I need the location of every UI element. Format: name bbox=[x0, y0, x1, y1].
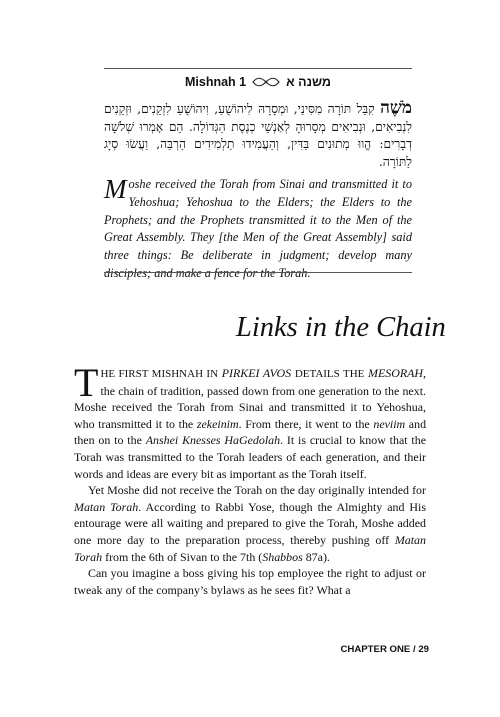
body-text bbox=[74, 360, 427, 598]
section-title: Links in the Chain bbox=[236, 312, 446, 343]
mishnah-box bbox=[104, 68, 412, 273]
translation-drop-cap: M bbox=[104, 174, 127, 204]
hebrew-first-word: מֹשֶׁה bbox=[380, 98, 412, 118]
paragraph-1: THE FIRST MISHNAH IN PIRKEI AVOS DETAILS THE MESORAH, the chain of tradition, passed down from one generation to the next. Moshe received the Torah from Sinai and transmitted it to Yehoshua, who transmitted it to the zekeinim. From there, it went to the neviim and then on to the Anshei Knesses HaGedolah. It is crucial to know that the Torah was transmitted to the Torah leaders of each generation, and their words and ideas are every bit as important as the Torah itself. bbox=[74, 360, 427, 481]
mishnah-label-hebrew: משנה א bbox=[286, 75, 331, 89]
paragraph-3: Can you imagine a boss giving his top employee the right to adjust or tweak any of the company’s bylaws as he sees fit? What a bbox=[74, 566, 426, 597]
mishnah-header bbox=[104, 75, 412, 89]
paragraph-2: Yet Moshe did not receive the Torah on the day originally intended for Matan Torah. According to Rabbi Yose, though the Almighty and His entourage were all waiting and prepared to give the Torah, Moshe added one more day to the preparation process, thereby pushing off Matan Torah from the 6th of Sivan to the 7th (Shabbos 87a). bbox=[74, 483, 426, 564]
hebrew-body: קִבֵּל תּוֹרָה מִסִּינַי, וּמְסָרָהּ לִיהוֹשֻׁעַ, וִיהוֹשֻׁעַ לִזְקֵנִים, וּזְקֵנִים לִנְבִיאִים, וּנְבִיאִים מְסָרוּהָ לְאַנְשֵׁי כְנֶסֶת הַגְּדוֹלָה. הֵם אָמְרוּ שְׁלֹשָׁה דְבָרִים: הֱווּ מְתוּנִים בַּדִּין, וְהַעֲמִידוּ תַלְמִידִים הַרְבֵּה, וַעֲשׂוּ סְיָג לַתּוֹרָה. bbox=[104, 102, 412, 169]
top-rule bbox=[104, 68, 412, 69]
bottom-rule bbox=[104, 272, 412, 273]
mishnah-hebrew-text bbox=[104, 100, 412, 171]
mishnah-label-english: Mishnah 1 bbox=[185, 75, 247, 89]
body-drop-cap: T bbox=[74, 360, 99, 405]
page-footer: CHAPTER ONE / 29 bbox=[340, 644, 429, 655]
translation-body: oshe received the Torah from Sinai and transmitted it to Yehoshua; Yehoshua to the Elders; the Elders to the Prophets; and the Prophets transmitted it to the Men of the Great Assembly. They [the Men of the Great Assembly] said three things: Be deliberate in judgment; develop many bbox=[104, 177, 412, 263]
mishnah-translation bbox=[104, 176, 412, 283]
ornament-icon bbox=[252, 77, 280, 87]
